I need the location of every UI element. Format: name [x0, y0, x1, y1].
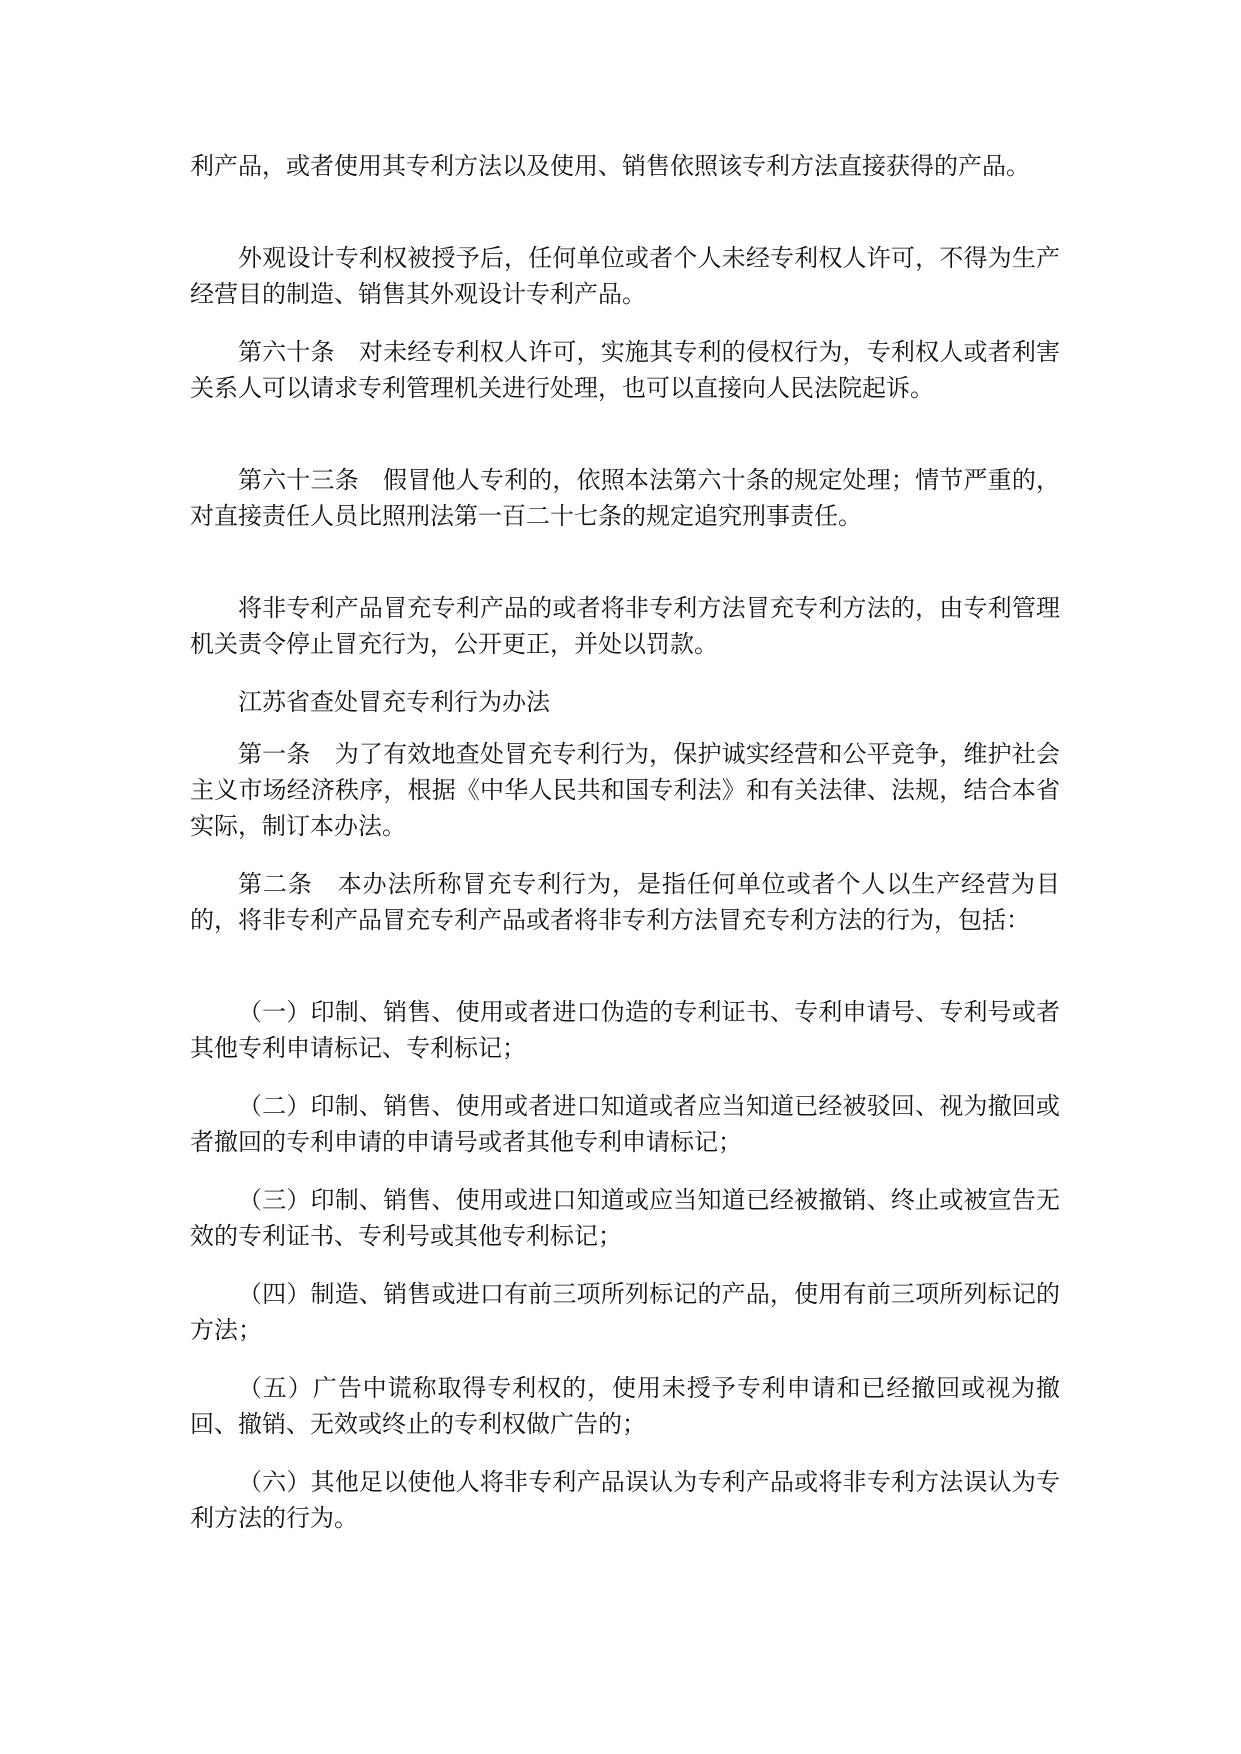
list-item-1: （一）印制、销售、使用或者进口伪造的专利证书、专利申请号、专利号或者其他专利申请标记、专利标记；	[190, 998, 1060, 1062]
list-item-5: （五）广告中谎称取得专利权的，使用未授予专利申请和已经撤回或视为撤回、撤销、无效或终止的专利权做广告的；	[190, 1374, 1060, 1438]
paragraph-design-patent: 外观设计专利权被授予后，任何单位或者个人未经专利权人许可，不得为生产经营目的制造、销售其外观设计专利产品。	[190, 244, 1060, 308]
section-title-jiangsu-measures: 江苏省查处冒充专利行为办法	[238, 688, 550, 716]
paragraph-article-60: 第六十条 对未经专利权人许可，实施其专利的侵权行为，专利权人或者利害关系人可以请求专利管理机关进行处理，也可以直接向人民法院起诉。	[190, 338, 1060, 402]
paragraph-article-2: 第二条 本办法所称冒充专利行为，是指任何单位或者个人以生产经营为目的，将非专利产品冒充专利产品或者将非专利方法冒充专利方法的行为，包括：	[190, 870, 1060, 934]
paragraph-continuation: 利产品，或者使用其专利方法以及使用、销售依照该专利方法直接获得的产品。	[190, 152, 1030, 180]
list-item-3: （三）印制、销售、使用或进口知道或应当知道已经被撤销、终止或被宣告无效的专利证书、专利号或其他专利标记；	[190, 1186, 1060, 1250]
paragraph-article-63: 第六十三条 假冒他人专利的，依照本法第六十条的规定处理；情节严重的，对直接责任人员比照刑法第一百二十七条的规定追究刑事责任。	[190, 466, 1060, 530]
paragraph-counterfeit-penalty: 将非专利产品冒充专利产品的或者将非专利方法冒充专利方法的，由专利管理机关责令停止冒充行为，公开更正，并处以罚款。	[190, 594, 1060, 658]
document-body	[190, 148, 1060, 1536]
paragraph-article-1: 第一条 为了有效地查处冒充专利行为，保护诚实经营和公平竞争，维护社会主义市场经济秩序，根据《中华人民共和国专利法》和有关法律、法规，结合本省实际，制订本办法。	[190, 740, 1060, 840]
list-item-6: （六）其他足以使他人将非专利产品误认为专利产品或将非专利方法误认为专利方法的行为。	[190, 1468, 1060, 1532]
list-item-4: （四）制造、销售或进口有前三项所列标记的产品，使用有前三项所列标记的方法；	[190, 1280, 1060, 1344]
list-item-2: （二）印制、销售、使用或者进口知道或者应当知道已经被驳回、视为撤回或者撤回的专利申请的申请号或者其他专利申请标记；	[190, 1092, 1060, 1156]
